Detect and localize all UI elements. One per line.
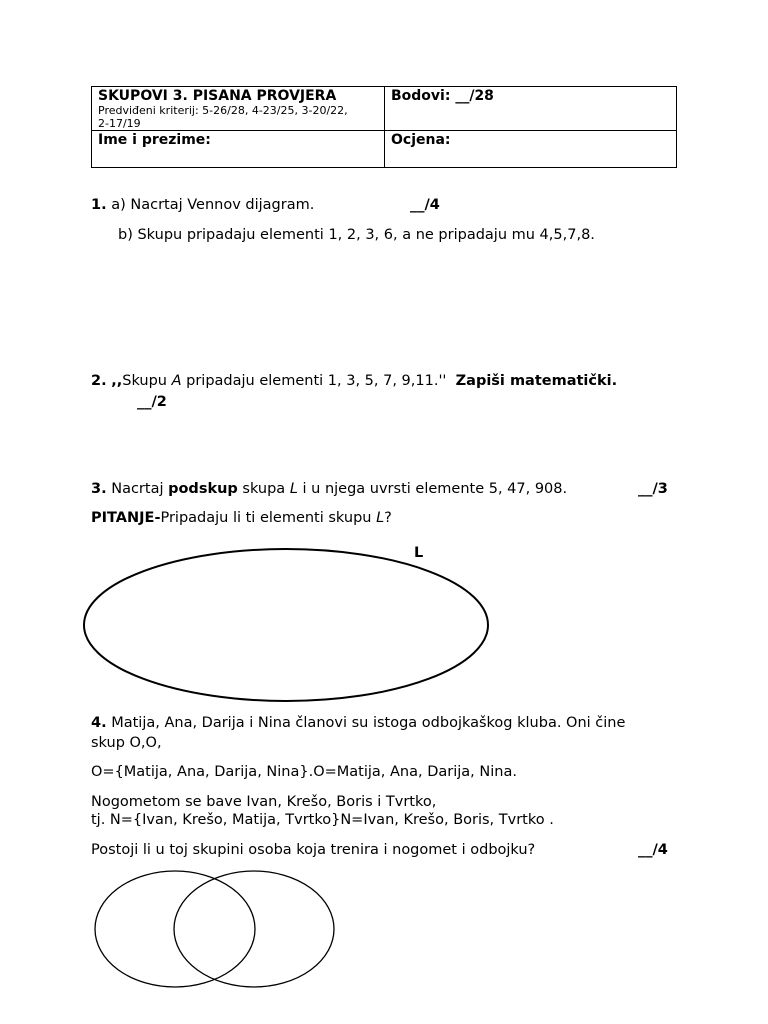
q3-question-var: L [376,510,385,526]
header-grade-cell [385,131,677,168]
set-l-ellipse [80,545,492,705]
q1-b-text: b) Skupu pripadaju elementi 1, 2, 3, 6, a ne pripadaju mu 4,5,7,8. [118,227,595,243]
q3-line [91,480,567,498]
header-name-cell [92,131,385,168]
venn-set-left [95,871,255,987]
header-title-cell [92,87,385,131]
criteria-line-2: 2-17/19 [98,117,141,130]
header-points-cell [385,87,677,131]
q1-line-a [91,196,314,214]
q4-line-1 [91,714,625,732]
venn-diagram [90,866,340,992]
q1-score: __/4 [410,197,440,213]
q3-score: __/3 [638,481,668,497]
q3-text-2: skupa [237,481,290,497]
q1-number: 1. [91,197,107,213]
q3-var: L [289,481,298,497]
q3-question [91,509,392,527]
q4-question: Postoji li u toj skupini osoba koja trenira i nogomet i odbojku? [91,842,536,858]
q2-line [91,372,617,390]
q2-text-2: pripadaju elementi 1, 3, 5, 7, 9,11.'' [181,373,447,389]
q2-score: __/2 [137,394,167,410]
header-table [91,86,677,168]
test-title: SKUPOVI 3. PISANA PROVJERA [98,88,337,104]
q4-line-2: skup O,O, [91,735,162,751]
q3-text-3: i u njega uvrsti elemente 5, 47, 908. [297,481,568,497]
criteria-line-1: Predviđeni kriterij: 5-26/28, 4-23/25, 3-20/22, [98,104,348,117]
q2-text-1: Skupu [122,373,172,389]
q4-line-3: O={Matija, Ana, Darija, Nina}.O=Matija, Ana, Darija, Nina. [91,764,517,780]
q2-instruction: Zapiši matematički. [455,373,618,389]
q3-question-label: PITANJE- [91,510,161,526]
q3-question-end: ? [384,510,392,526]
q4-line-4: Nogometom se bave Ivan, Krešo, Boris i Tvrtko, [91,794,437,810]
q1-a-text: a) Nacrtaj Vennov dijagram. [111,197,315,213]
q4-score: __/4 [638,842,668,858]
q3-text-1: Nacrtaj [106,481,169,497]
q2-number: 2. [91,373,107,389]
points-label: Bodovi: __/28 [391,88,494,104]
q2-quote-open: ,, [111,373,123,389]
q4-line-5: tj. N={Ivan, Krešo, Matija, Tvrtko}N=Ivan, Krešo, Boris, Tvrtko . [91,812,554,828]
q3-bold-word: podskup [168,481,238,497]
name-label: Ime i prezime: [98,132,211,148]
q2-var: A [171,373,182,389]
q3-number: 3. [91,481,107,497]
venn-set-right [174,871,334,987]
set-l-label: L [414,545,424,561]
q4-number: 4. [91,715,107,731]
q3-question-text: Pripadaju li ti elementi skupu [160,510,377,526]
grade-label: Ocjena: [391,132,451,148]
q4-text-1: Matija, Ana, Darija i Nina članovi su istoga odbojkaškog kluba. Oni čine [106,715,626,731]
